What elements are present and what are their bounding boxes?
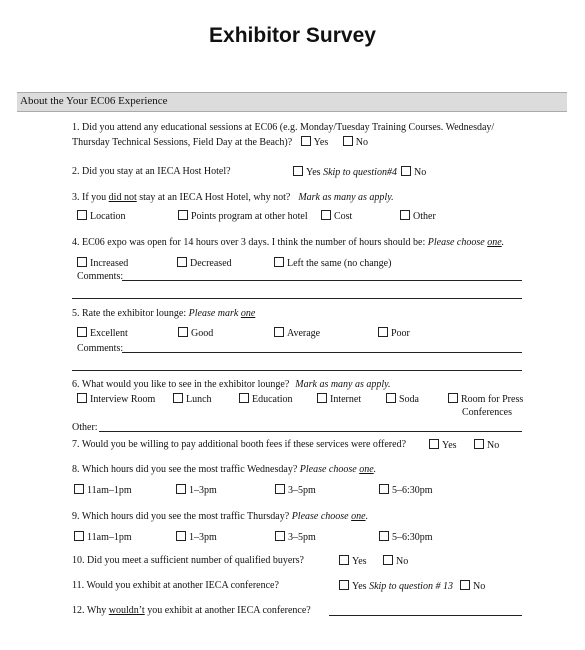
- q11-no-option[interactable]: No: [460, 580, 485, 592]
- q4-comments-line[interactable]: [122, 280, 522, 281]
- q3-option-other[interactable]: Other: [400, 210, 436, 222]
- q5-hint: Please mark one: [188, 308, 256, 319]
- q12-text: 12. Why wouldn’t you exhibit at another IECA conference?: [72, 605, 311, 616]
- q2-yes-option[interactable]: Yes Skip to question#4: [293, 166, 397, 178]
- q9-option-4[interactable]: 5–6:30pm: [379, 531, 433, 543]
- checkbox[interactable]: [274, 257, 284, 267]
- q10-no-option[interactable]: No: [383, 555, 408, 567]
- checkbox[interactable]: [383, 555, 393, 565]
- checkbox[interactable]: [339, 580, 349, 590]
- checkbox[interactable]: [474, 439, 484, 449]
- q6-option-internet[interactable]: Internet: [317, 393, 361, 405]
- q8-option-3[interactable]: 3–5pm: [275, 484, 316, 496]
- q8-option-2[interactable]: 1–3pm: [176, 484, 217, 496]
- q9-option-1[interactable]: 11am–1pm: [74, 531, 132, 543]
- checkbox[interactable]: [275, 484, 285, 494]
- q3-option-cost[interactable]: Cost: [321, 210, 352, 222]
- section-title: About the Your EC06 Experience: [20, 95, 168, 107]
- q4-option-same[interactable]: Left the same (no change): [274, 257, 391, 269]
- checkbox[interactable]: [173, 393, 183, 403]
- checkbox[interactable]: [401, 166, 411, 176]
- checkbox[interactable]: [77, 257, 87, 267]
- q3-option-location[interactable]: Location: [77, 210, 126, 222]
- q6-other-line[interactable]: [99, 431, 522, 432]
- checkbox[interactable]: [74, 484, 84, 494]
- q12-answer-line[interactable]: [329, 615, 522, 616]
- q9-option-2[interactable]: 1–3pm: [176, 531, 217, 543]
- q5-text: 5. Rate the exhibitor lounge: Please mark one: [72, 308, 256, 319]
- checkbox[interactable]: [460, 580, 470, 590]
- q8-text: 8. Which hours did you see the most traffic Wednesday? Please choose one.: [72, 464, 377, 475]
- q5-comments-label: Comments:: [77, 343, 124, 354]
- checkbox[interactable]: [400, 210, 410, 220]
- checkbox[interactable]: [178, 210, 188, 220]
- q5-comments-line[interactable]: [122, 352, 522, 353]
- q6-option-lunch[interactable]: Lunch: [173, 393, 212, 405]
- checkbox[interactable]: [177, 257, 187, 267]
- q11-text: 11. Would you exhibit at another IECA conference?: [72, 580, 279, 591]
- q6-option-soda[interactable]: Soda: [386, 393, 419, 405]
- checkbox[interactable]: [379, 531, 389, 541]
- checkbox[interactable]: [448, 393, 458, 403]
- q3-hint: Mark as many as apply.: [298, 192, 394, 203]
- q4-text: 4. EC06 expo was open for 14 hours over 3 days. I think the number of hours should be: Please choose one.: [72, 237, 505, 248]
- q9-text: 9. Which hours did you see the most traffic Thursday? Please choose one.: [72, 511, 369, 522]
- q3-option-points[interactable]: Points program at other hotel: [178, 210, 308, 222]
- q2-skip-note: Skip to question#4: [323, 167, 397, 178]
- q7-no-option[interactable]: No: [474, 439, 499, 451]
- q6-option-interview[interactable]: Interview Room: [77, 393, 155, 405]
- checkbox[interactable]: [339, 555, 349, 565]
- q5-option-excellent[interactable]: Excellent: [77, 327, 128, 339]
- q6-hint: Mark as many as apply.: [295, 379, 391, 390]
- q10-text: 10. Did you meet a sufficient number of qualified buyers?: [72, 555, 304, 566]
- checkbox[interactable]: [317, 393, 327, 403]
- checkbox[interactable]: [275, 531, 285, 541]
- q7-yes-option[interactable]: Yes: [429, 439, 457, 451]
- checkbox[interactable]: [293, 166, 303, 176]
- q9-hint: Please choose one.: [291, 511, 369, 522]
- q5-option-good[interactable]: Good: [178, 327, 213, 339]
- checkbox[interactable]: [178, 327, 188, 337]
- q5-option-average[interactable]: Average: [274, 327, 320, 339]
- q4-option-increased[interactable]: Increased: [77, 257, 128, 269]
- checkbox[interactable]: [176, 531, 186, 541]
- q3-text: 3. If you did not stay at an IECA Host Hotel, why not? Mark as many as apply.: [72, 192, 394, 203]
- checkbox[interactable]: [386, 393, 396, 403]
- checkbox[interactable]: [274, 327, 284, 337]
- q11-yes-option[interactable]: Yes Skip to question # 13: [339, 580, 453, 592]
- q1-text-line2: [72, 136, 368, 148]
- q7-text: 7. Would you be willing to pay additional booth fees if these services were offered?: [72, 439, 407, 450]
- checkbox[interactable]: [379, 484, 389, 494]
- q11-skip-note: Skip to question # 13: [369, 581, 453, 592]
- checkbox[interactable]: [77, 210, 87, 220]
- q6-other-label: Other:: [72, 422, 98, 433]
- q4-comments-label: Comments:: [77, 271, 124, 282]
- checkbox[interactable]: [378, 327, 388, 337]
- q6-option-press-room[interactable]: Room for Press: [448, 393, 523, 405]
- q4-hint: Please choose one.: [427, 237, 505, 248]
- checkbox[interactable]: [74, 531, 84, 541]
- section-header: [17, 92, 567, 112]
- checkbox[interactable]: [343, 136, 353, 146]
- q6-press-room-line2: Conferences: [462, 407, 512, 418]
- q1-text: Thursday Technical Sessions, Field Day at the Beach)?: [72, 137, 293, 148]
- checkbox[interactable]: [301, 136, 311, 146]
- q6-text: 6. What would you like to see in the exhibitor lounge? Mark as many as apply.: [72, 379, 391, 390]
- q5-comments-line-2[interactable]: [72, 370, 522, 371]
- q4-option-decreased[interactable]: Decreased: [177, 257, 232, 269]
- q2-text: 2. Did you stay at an IECA Host Hotel?: [72, 166, 231, 177]
- q1-no-option[interactable]: No: [343, 137, 368, 148]
- checkbox[interactable]: [429, 439, 439, 449]
- q8-option-1[interactable]: 11am–1pm: [74, 484, 132, 496]
- checkbox[interactable]: [321, 210, 331, 220]
- checkbox[interactable]: [77, 393, 87, 403]
- q6-option-education[interactable]: Education: [239, 393, 293, 405]
- q10-yes-option[interactable]: Yes: [339, 555, 367, 567]
- q8-hint: Please choose one.: [299, 464, 377, 475]
- page-title: Exhibitor Survey: [209, 24, 376, 47]
- q8-option-4[interactable]: 5–6:30pm: [379, 484, 433, 496]
- checkbox[interactable]: [239, 393, 249, 403]
- q1-yes-option[interactable]: Yes: [301, 137, 329, 148]
- q9-option-3[interactable]: 3–5pm: [275, 531, 316, 543]
- q1-text-line1: 1. Did you attend any educational sessions at EC06 (e.g. Monday/Tuesday Training Courses. Wednesday/: [72, 122, 495, 133]
- q5-option-poor[interactable]: Poor: [378, 327, 410, 339]
- q2-no-option[interactable]: No: [401, 166, 426, 178]
- checkbox[interactable]: [77, 327, 87, 337]
- q4-comments-line-2[interactable]: [72, 298, 522, 299]
- checkbox[interactable]: [176, 484, 186, 494]
